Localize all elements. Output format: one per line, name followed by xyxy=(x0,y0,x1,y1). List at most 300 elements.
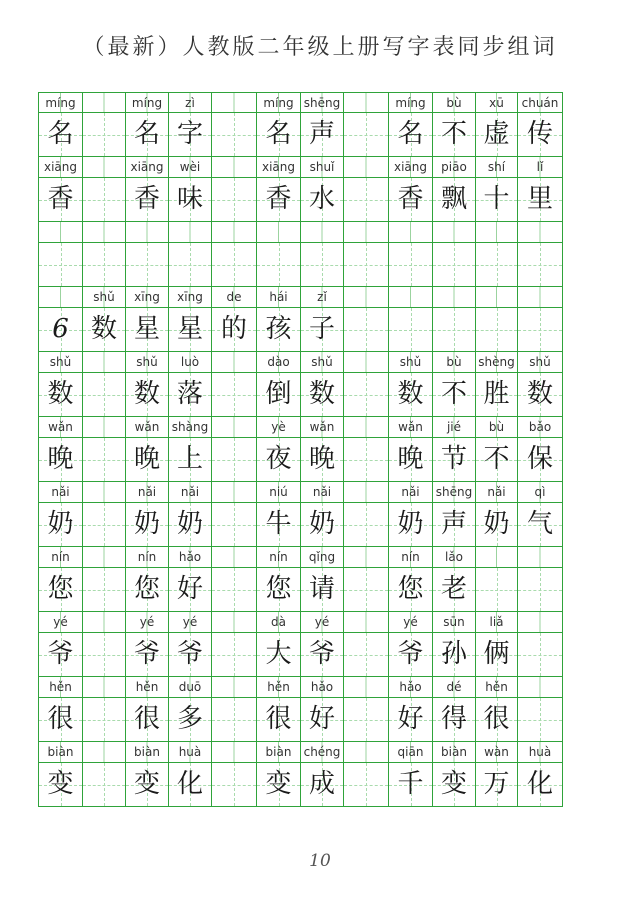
character-cell xyxy=(518,308,563,352)
pinyin-text: hěn xyxy=(49,680,72,694)
pinyin-text: xiāng xyxy=(130,160,164,174)
character-text: 爷 xyxy=(308,639,335,669)
character-text: 千 xyxy=(397,769,424,799)
pinyin-cell xyxy=(38,157,83,178)
pinyin-cell xyxy=(476,157,518,178)
pinyin-cell xyxy=(126,742,169,763)
pinyin-cell xyxy=(212,677,257,698)
pinyin-cell xyxy=(518,287,563,308)
character-cell xyxy=(433,438,476,482)
pinyin-cell xyxy=(476,287,518,308)
pinyin-text: duō xyxy=(178,680,202,694)
pinyin-cell xyxy=(257,92,301,113)
pinyin-cell xyxy=(257,287,301,308)
pinyin-cell xyxy=(433,547,476,568)
pinyin-cell xyxy=(433,157,476,178)
pinyin-cell xyxy=(169,677,212,698)
character-row xyxy=(38,503,603,547)
character-cell xyxy=(257,373,301,417)
pinyin-row xyxy=(38,677,603,698)
character-cell xyxy=(301,308,344,352)
character-text: 飘 xyxy=(440,184,467,214)
character-cell xyxy=(301,113,344,157)
character-cell xyxy=(212,308,257,352)
pinyin-cell xyxy=(257,547,301,568)
pinyin-text: sūn xyxy=(443,615,465,629)
character-cell xyxy=(126,243,169,287)
character-cell xyxy=(169,633,212,677)
pinyin-cell xyxy=(344,612,389,633)
pinyin-cell xyxy=(433,482,476,503)
pinyin-text: dà xyxy=(271,615,286,629)
character-cell xyxy=(344,438,389,482)
character-text: 味 xyxy=(176,184,203,214)
pinyin-cell xyxy=(212,547,257,568)
pinyin-cell xyxy=(212,417,257,438)
pinyin-cell xyxy=(433,92,476,113)
character-cell xyxy=(83,243,126,287)
character-cell xyxy=(433,503,476,547)
pinyin-cell xyxy=(83,287,126,308)
character-cell xyxy=(518,113,563,157)
character-cell xyxy=(389,568,433,612)
character-text: 虚 xyxy=(483,119,510,149)
character-cell xyxy=(126,633,169,677)
pinyin-cell xyxy=(518,677,563,698)
pinyin-cell xyxy=(476,677,518,698)
character-text: 名 xyxy=(47,119,74,149)
character-cell xyxy=(518,438,563,482)
pinyin-cell xyxy=(83,482,126,503)
pinyin-text: nǎi xyxy=(487,485,506,499)
pinyin-text: nǎi xyxy=(51,485,70,499)
character-cell xyxy=(212,178,257,222)
pinyin-cell xyxy=(344,677,389,698)
character-cell xyxy=(476,568,518,612)
pinyin-cell xyxy=(344,482,389,503)
character-text: 数 xyxy=(308,379,335,409)
pinyin-cell xyxy=(518,547,563,568)
page-title: （最新）人教版二年级上册写字表同步组词 xyxy=(82,35,558,60)
character-text: 好 xyxy=(176,574,203,604)
pinyin-text: biàn xyxy=(441,745,467,759)
pinyin-text: xiāng xyxy=(43,160,77,174)
character-text: 上 xyxy=(176,444,203,474)
pinyin-text: míng xyxy=(263,96,294,110)
character-row xyxy=(38,373,603,417)
pinyin-cell xyxy=(169,482,212,503)
pinyin-cell xyxy=(301,287,344,308)
pinyin-cell xyxy=(212,352,257,373)
character-row xyxy=(38,178,603,222)
character-cell xyxy=(518,633,563,677)
pinyin-cell xyxy=(257,157,301,178)
pinyin-text: nǎi xyxy=(312,485,332,499)
character-row xyxy=(38,438,603,482)
character-cell xyxy=(344,243,389,287)
character-text: 香 xyxy=(397,184,424,214)
character-row xyxy=(38,568,603,612)
character-cell xyxy=(518,568,563,612)
pinyin-cell xyxy=(169,417,212,438)
character-cell xyxy=(169,113,212,157)
character-cell xyxy=(476,373,518,417)
character-cell xyxy=(518,503,563,547)
character-text: 您 xyxy=(397,574,424,604)
character-text: 不 xyxy=(440,379,467,409)
character-cell xyxy=(169,503,212,547)
character-cell xyxy=(126,308,169,352)
pinyin-cell xyxy=(433,352,476,373)
character-text: 保 xyxy=(526,444,553,474)
character-cell xyxy=(169,178,212,222)
character-text: 香 xyxy=(265,184,292,214)
writing-grid xyxy=(38,92,603,807)
pinyin-cell xyxy=(301,417,344,438)
pinyin-cell xyxy=(169,352,212,373)
character-text: 字 xyxy=(176,119,203,149)
character-row xyxy=(38,633,603,677)
pinyin-cell xyxy=(83,352,126,373)
pinyin-cell xyxy=(169,92,212,113)
character-cell xyxy=(126,178,169,222)
pinyin-text: bǎo xyxy=(528,420,552,434)
character-cell xyxy=(389,438,433,482)
pinyin-text: nǎi xyxy=(137,485,157,499)
character-cell xyxy=(301,568,344,612)
pinyin-cell xyxy=(257,222,301,243)
pinyin-cell xyxy=(212,742,257,763)
pinyin-text: shēng xyxy=(435,485,473,499)
pinyin-text: nǎi xyxy=(180,485,200,499)
pinyin-text: hěn xyxy=(485,680,508,694)
character-cell xyxy=(257,568,301,612)
character-text: 数 xyxy=(526,379,553,409)
pinyin-cell xyxy=(476,612,518,633)
pinyin-text: wǎn xyxy=(134,420,160,434)
pinyin-cell xyxy=(126,222,169,243)
pinyin-cell xyxy=(301,482,344,503)
pinyin-cell xyxy=(83,222,126,243)
character-cell xyxy=(476,698,518,742)
pinyin-row xyxy=(38,612,603,633)
character-text: 牛 xyxy=(265,509,292,539)
pinyin-cell xyxy=(38,612,83,633)
character-text: 奶 xyxy=(483,509,510,539)
character-cell xyxy=(169,568,212,612)
pinyin-cell xyxy=(83,742,126,763)
character-text: 爷 xyxy=(47,639,74,669)
pinyin-text: xū xyxy=(489,96,504,110)
pinyin-cell xyxy=(389,612,433,633)
pinyin-cell xyxy=(257,677,301,698)
pinyin-text: dào xyxy=(267,355,290,369)
pinyin-text: yé xyxy=(403,615,418,629)
pinyin-cell xyxy=(38,417,83,438)
character-row xyxy=(38,698,603,742)
pinyin-text: shèng xyxy=(478,355,515,369)
character-cell xyxy=(257,438,301,482)
character-cell xyxy=(389,503,433,547)
character-text: 孙 xyxy=(440,639,467,669)
pinyin-text: wàn xyxy=(484,745,509,759)
character-cell xyxy=(212,373,257,417)
pinyin-cell xyxy=(433,677,476,698)
character-cell xyxy=(476,503,518,547)
pinyin-text: nín xyxy=(401,550,420,564)
character-cell xyxy=(518,698,563,742)
character-cell xyxy=(169,243,212,287)
character-cell xyxy=(83,763,126,807)
character-cell xyxy=(344,698,389,742)
character-text: 您 xyxy=(265,574,292,604)
character-cell xyxy=(433,373,476,417)
character-text: 落 xyxy=(176,379,203,409)
pinyin-cell xyxy=(83,92,126,113)
character-text: 数 xyxy=(133,379,160,409)
character-text: 名 xyxy=(397,119,424,149)
character-text: 变 xyxy=(47,769,74,799)
character-cell xyxy=(301,503,344,547)
pinyin-cell xyxy=(344,417,389,438)
character-text: 好 xyxy=(308,704,335,734)
pinyin-text: huà xyxy=(178,745,202,759)
pinyin-text: yé xyxy=(314,615,330,629)
pinyin-cell xyxy=(476,547,518,568)
pinyin-cell xyxy=(38,547,83,568)
pinyin-text: wǎn xyxy=(398,420,423,434)
pinyin-cell xyxy=(83,677,126,698)
character-text: 十 xyxy=(483,184,510,214)
character-text: 化 xyxy=(176,769,203,799)
character-cell xyxy=(212,698,257,742)
pinyin-cell xyxy=(476,92,518,113)
character-text: 晚 xyxy=(397,444,424,474)
character-cell xyxy=(476,763,518,807)
pinyin-cell xyxy=(126,287,169,308)
character-cell xyxy=(126,763,169,807)
pinyin-cell xyxy=(433,287,476,308)
character-cell xyxy=(518,373,563,417)
pinyin-cell xyxy=(344,742,389,763)
character-text: 星 xyxy=(176,314,203,344)
pinyin-text: zǐ xyxy=(317,290,327,304)
character-cell xyxy=(38,178,83,222)
character-cell xyxy=(301,178,344,222)
character-cell xyxy=(389,633,433,677)
pinyin-row xyxy=(38,547,603,568)
character-text: 老 xyxy=(440,574,467,604)
pinyin-text: hái xyxy=(269,290,288,304)
pinyin-text: nín xyxy=(137,550,157,564)
character-text: 夜 xyxy=(265,444,292,474)
pinyin-cell xyxy=(476,352,518,373)
character-cell xyxy=(212,633,257,677)
pinyin-text: shàng xyxy=(171,420,209,434)
character-cell xyxy=(433,308,476,352)
character-cell xyxy=(83,633,126,677)
pinyin-text: nín xyxy=(269,550,288,564)
character-cell xyxy=(38,633,83,677)
pinyin-cell xyxy=(476,742,518,763)
character-text: 晚 xyxy=(133,444,160,474)
pinyin-text: hǎo xyxy=(310,680,334,694)
pinyin-text: shǔ xyxy=(136,355,158,369)
character-row xyxy=(38,308,603,352)
character-cell xyxy=(38,373,83,417)
character-cell xyxy=(344,633,389,677)
pinyin-cell xyxy=(126,677,169,698)
pinyin-text: wǎn xyxy=(309,420,335,434)
pinyin-text: qǐng xyxy=(308,550,336,564)
character-cell xyxy=(212,243,257,287)
character-cell xyxy=(83,438,126,482)
pinyin-cell xyxy=(344,92,389,113)
character-cell xyxy=(518,763,563,807)
character-cell xyxy=(212,438,257,482)
character-cell xyxy=(344,178,389,222)
character-text: 胜 xyxy=(483,379,510,409)
character-text: 气 xyxy=(526,509,553,539)
pinyin-cell xyxy=(518,742,563,763)
character-text: 您 xyxy=(47,574,74,604)
pinyin-cell xyxy=(169,612,212,633)
character-text: 化 xyxy=(526,769,553,799)
character-text: 水 xyxy=(308,184,335,214)
character-text: 不 xyxy=(440,119,467,149)
character-cell xyxy=(257,178,301,222)
character-cell xyxy=(476,113,518,157)
pinyin-row xyxy=(38,222,603,243)
pinyin-text: xīng xyxy=(134,290,160,304)
character-cell xyxy=(126,438,169,482)
character-text: 万 xyxy=(483,769,510,799)
character-cell xyxy=(433,568,476,612)
character-cell xyxy=(212,568,257,612)
pinyin-text: zì xyxy=(185,96,195,110)
pinyin-cell xyxy=(38,222,83,243)
pinyin-cell xyxy=(433,612,476,633)
character-cell xyxy=(169,698,212,742)
pinyin-cell xyxy=(38,482,83,503)
character-cell xyxy=(389,308,433,352)
character-cell xyxy=(169,373,212,417)
pinyin-cell xyxy=(301,92,344,113)
character-text: 传 xyxy=(526,119,553,149)
pinyin-text: wǎn xyxy=(48,420,73,434)
pinyin-cell xyxy=(389,547,433,568)
character-cell xyxy=(301,438,344,482)
pinyin-text: yé xyxy=(182,615,198,629)
character-cell xyxy=(301,763,344,807)
character-text: 子 xyxy=(308,314,335,344)
pinyin-cell xyxy=(126,482,169,503)
character-cell xyxy=(38,568,83,612)
character-cell xyxy=(518,178,563,222)
character-text: 很 xyxy=(47,704,74,734)
character-cell xyxy=(38,438,83,482)
pinyin-cell xyxy=(518,417,563,438)
character-text: 爷 xyxy=(397,639,424,669)
pinyin-cell xyxy=(389,157,433,178)
pinyin-row xyxy=(38,482,603,503)
pinyin-text: niú xyxy=(269,485,288,499)
character-cell xyxy=(301,243,344,287)
pinyin-text: hǎo xyxy=(399,680,422,694)
character-cell xyxy=(301,633,344,677)
pinyin-cell xyxy=(389,742,433,763)
character-cell xyxy=(126,113,169,157)
pinyin-row xyxy=(38,352,603,373)
pinyin-cell xyxy=(433,742,476,763)
pinyin-text: liǎ xyxy=(489,615,504,629)
character-text: 孩 xyxy=(265,314,292,344)
pinyin-cell xyxy=(301,222,344,243)
pinyin-cell xyxy=(126,157,169,178)
pinyin-cell xyxy=(126,92,169,113)
character-cell xyxy=(38,243,83,287)
character-text: 很 xyxy=(265,704,292,734)
pinyin-row xyxy=(38,157,603,178)
pinyin-cell xyxy=(257,612,301,633)
pinyin-text: hǎo xyxy=(178,550,202,564)
pinyin-cell xyxy=(38,742,83,763)
pinyin-text: shuǐ xyxy=(309,160,335,174)
pinyin-text: shǔ xyxy=(529,355,551,369)
character-cell xyxy=(433,243,476,287)
pinyin-cell xyxy=(301,612,344,633)
pinyin-cell xyxy=(518,157,563,178)
character-cell xyxy=(169,308,212,352)
pinyin-text: yé xyxy=(53,615,68,629)
pinyin-cell xyxy=(126,547,169,568)
character-cell xyxy=(83,178,126,222)
character-text: 俩 xyxy=(483,639,510,669)
character-cell xyxy=(257,633,301,677)
pinyin-cell xyxy=(83,157,126,178)
character-cell xyxy=(389,698,433,742)
pinyin-text: wèi xyxy=(179,160,201,174)
pinyin-cell xyxy=(126,417,169,438)
character-text: 变 xyxy=(440,769,467,799)
pinyin-text: hěn xyxy=(135,680,159,694)
pinyin-cell xyxy=(344,287,389,308)
pinyin-cell xyxy=(212,612,257,633)
character-cell xyxy=(83,698,126,742)
pinyin-text: shǔ xyxy=(399,355,422,369)
pinyin-text: míng xyxy=(131,96,163,110)
pinyin-cell xyxy=(389,417,433,438)
pinyin-text: nǎi xyxy=(401,485,420,499)
character-cell xyxy=(389,763,433,807)
character-cell xyxy=(433,113,476,157)
pinyin-cell xyxy=(476,417,518,438)
pinyin-text: nín xyxy=(51,550,70,564)
character-text: 数 xyxy=(397,379,424,409)
pinyin-cell xyxy=(389,677,433,698)
pinyin-cell xyxy=(257,742,301,763)
pinyin-text: huà xyxy=(528,745,552,759)
pinyin-cell xyxy=(301,677,344,698)
character-cell xyxy=(433,698,476,742)
character-text: 成 xyxy=(308,769,335,799)
pinyin-cell xyxy=(83,612,126,633)
pinyin-cell xyxy=(518,92,563,113)
character-text: 奶 xyxy=(308,509,335,539)
pinyin-cell xyxy=(257,482,301,503)
character-cell xyxy=(126,698,169,742)
pinyin-cell xyxy=(83,417,126,438)
